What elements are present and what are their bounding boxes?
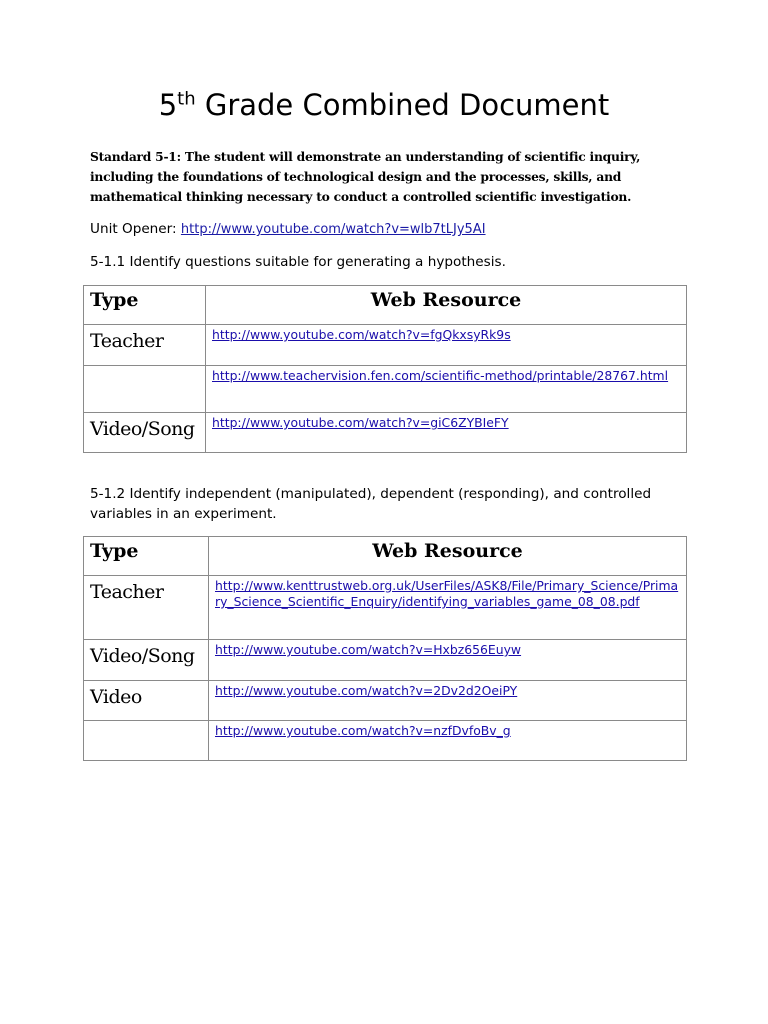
type-cell xyxy=(84,366,206,413)
unit-opener-label: Unit Opener: xyxy=(90,221,181,237)
web-resource-column-header: Web Resource xyxy=(209,537,687,576)
resource-cell xyxy=(209,576,687,640)
web-resource-column-header: Web Resource xyxy=(206,286,687,325)
resource-cell xyxy=(206,366,687,413)
type-column-header: Type xyxy=(84,286,206,325)
type-cell: Teacher xyxy=(84,325,206,366)
table-row xyxy=(84,325,687,366)
table-row xyxy=(84,413,687,453)
type-cell: Video xyxy=(84,681,209,721)
resource-link[interactable]: http://www.teachervision.fen.com/scientific-method/printable/28767.html xyxy=(212,368,669,383)
unit-opener-link[interactable]: http://www.youtube.com/watch?v=wlb7tLJy5AI xyxy=(180,222,486,237)
unit-opener xyxy=(90,221,486,237)
table-row xyxy=(84,576,687,640)
type-cell: Video/Song xyxy=(84,413,206,453)
title-superscript: th xyxy=(177,88,196,110)
table-row xyxy=(84,366,687,413)
table-header-row xyxy=(84,286,687,325)
section1-heading: 5-1.1 Identify questions suitable for generating a hypothesis. xyxy=(90,254,506,270)
standard-text: Standard 5-1: The student will demonstrate an understanding of scientific inquiry, including the foundations of technological design and the processes, skills, and mathematical thinking necessary to conduct a controlled scientific investigation. xyxy=(90,149,641,204)
resource-link[interactable]: http://www.youtube.com/watch?v=nzfDvfoBv_g xyxy=(215,723,511,738)
title-rest: Grade Combined Document xyxy=(195,88,610,122)
table-row xyxy=(84,681,687,721)
resource-cell xyxy=(206,413,687,453)
resource-link[interactable]: http://www.youtube.com/watch?v=fgQkxsyRk9s xyxy=(212,327,511,342)
type-cell: Video/Song xyxy=(84,640,209,681)
resource-link[interactable]: http://www.kenttrustweb.org.uk/UserFiles/ASK8/File/Primary_Science/Primary_Science_Scientific_Enquiry/identifying_variables_game_08_08.pdf xyxy=(215,578,679,609)
type-cell: Teacher xyxy=(84,576,209,640)
resource-cell xyxy=(206,325,687,366)
resource-cell xyxy=(209,721,687,761)
resource-link[interactable]: http://www.youtube.com/watch?v=2Dv2d2OeiPY xyxy=(215,683,518,698)
table-header-row xyxy=(84,537,687,576)
resource-table-2 xyxy=(83,536,687,761)
resource-cell xyxy=(209,681,687,721)
title-prefix: 5 xyxy=(158,88,178,122)
type-column-header: Type xyxy=(84,537,209,576)
table-row xyxy=(84,640,687,681)
page-title xyxy=(0,88,768,122)
resource-link[interactable]: http://www.youtube.com/watch?v=Hxbz656Euyw xyxy=(215,642,522,657)
resource-cell xyxy=(209,640,687,681)
resource-link[interactable]: http://www.youtube.com/watch?v=giC6ZYBIeFY xyxy=(212,415,509,430)
section2-heading: 5-1.2 Identify independent (manipulated), dependent (responding), and controlled variables in an experiment. xyxy=(90,486,652,522)
type-cell xyxy=(84,721,209,761)
resource-table-1 xyxy=(83,285,687,453)
table-row xyxy=(84,721,687,761)
